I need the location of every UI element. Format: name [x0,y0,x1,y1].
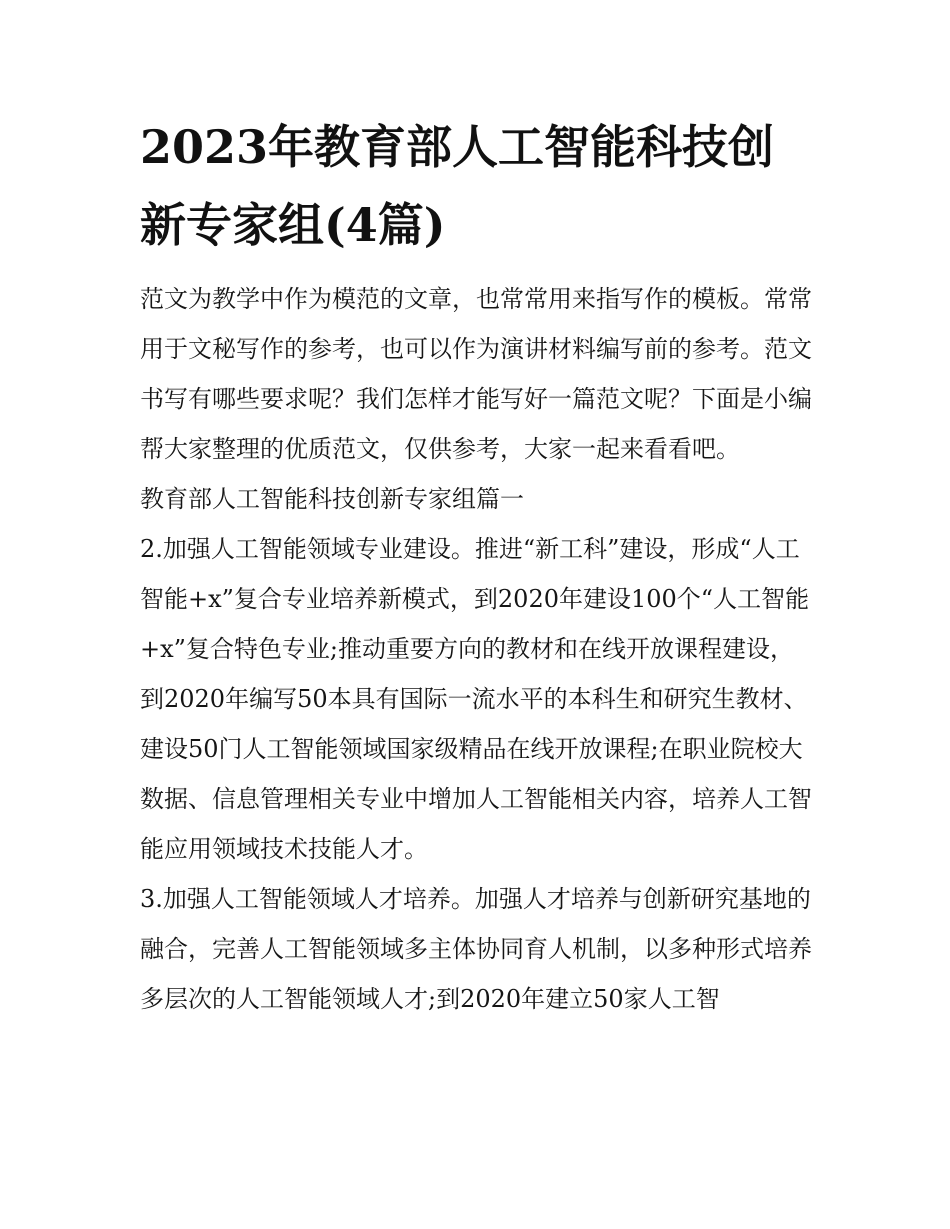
section-heading: 教育部人工智能科技创新专家组篇一 [140,485,524,513]
document-content [140,108,814,1024]
intro-paragraph: 范文为教学中作为模范的文章，也常常用来指写作的模板。常常用于文秘写作的参考，也可以作为演讲材料编写前的参考。范文书写有哪些要求呢？我们怎样才能写好一篇范文呢？下面是小编帮大家整理的优质范文，仅供参考，大家一起来看看吧。 [140,285,812,463]
body-paragraph-1: 2.加强人工智能领域专业建设。推进“新工科”建设，形成“人工智能+x”复合专业培养新模式，到2020年建设100个“人工智能+x”复合特色专业;推动重要方向的教材和在线开放课程建设，到2020年编写50本具有国际一流水平的本科生和研究生教材、建设50门人工智能领域国家级精品在线开放课程;在职业院校大数据、信息管理相关专业中增加人工智能相关内容，培养人工智能应用领域技术技能人才。 [140,535,812,863]
document-title: 2023年教育部人工智能科技创新专家组(4篇) [140,120,775,252]
body-paragraph-2: 3.加强人工智能领域人才培养。加强人才培养与创新研究基地的融合，完善人工智能领域多主体协同育人机制，以多种形式培养多层次的人工智能领域人才;到2020年建立50家人工智 [140,885,812,1013]
